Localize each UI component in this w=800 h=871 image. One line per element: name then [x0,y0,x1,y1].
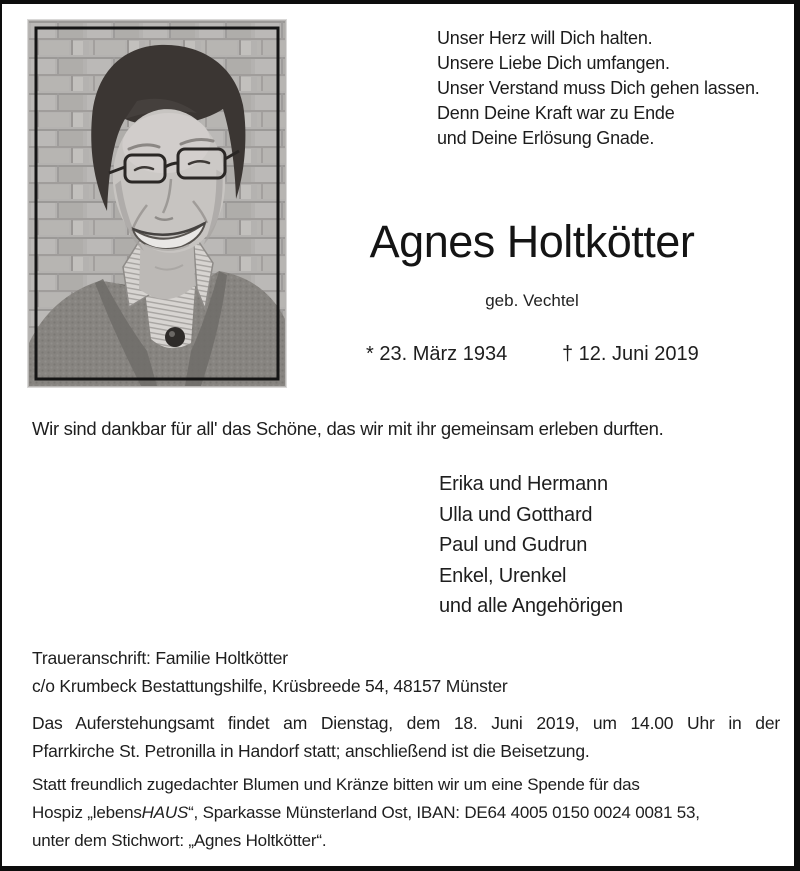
donation-line [32,799,780,827]
deceased-portrait-photo [28,20,286,387]
service-details [32,709,780,765]
maiden-name: geb. Vechtel [485,291,579,310]
mourner-line: und alle Angehörigen [439,595,623,617]
mourner-line: Paul und Gudrun [439,534,588,556]
death-date: † 12. Juni 2019 [562,343,699,365]
poem-line: Denn Deine Kraft war zu Ende [437,103,675,123]
donation-line-pre: Hospiz „lebens [32,802,142,822]
donation-line-post: “, Sparkasse Münsterland Ost, IBAN: DE64 4005 0150 0024 0081 53, [188,802,700,822]
poem-line: Unser Verstand muss Dich gehen lassen. [437,78,760,98]
mourning-address [32,644,508,700]
donation-request [32,771,780,854]
gratitude-line: Wir sind dankbar für all' das Schöne, das wir mit ihr gemeinsam erleben durften. [32,418,664,439]
poem [437,26,760,151]
donation-line: unter dem Stichwort: „Agnes Holtkötter“. [32,830,327,850]
address-line: Traueranschrift: Familie Holtkötter [32,648,288,668]
birth-date: * 23. März 1934 [366,343,508,365]
service-line: Das Auferstehungsamt findet am Dienstag, dem 18. Juni 2019, um 14.00 Uhr in der [32,713,780,733]
address-line: c/o Krumbeck Bestattungshilfe, Krüsbreede 54, 48157 Münster [32,676,508,696]
mourner-line: Ulla und Gotthard [439,503,593,526]
mourner-line: Enkel, Urenkel [439,564,567,587]
deceased-name: Agnes Holtkötter [369,216,695,267]
poem-line: Unser Herz will Dich halten. [437,28,653,48]
service-line: Pfarrkirche St. Petronilla in Handorf statt; anschließend ist die Beisetzung. [32,741,590,761]
donation-line: Statt freundlich zugedachter Blumen und Kränze bitten wir um eine Spende für das [32,775,640,794]
poem-line: Unsere Liebe Dich umfangen. [437,53,670,73]
portrait-illustration [29,21,285,386]
brooch [165,327,185,347]
hospice-name-italic: HAUS [141,802,189,822]
mourners-list [439,469,623,622]
mourner-line: Erika und Hermann [439,473,608,495]
poem-line: und Deine Erlösung Gnade. [437,128,655,148]
